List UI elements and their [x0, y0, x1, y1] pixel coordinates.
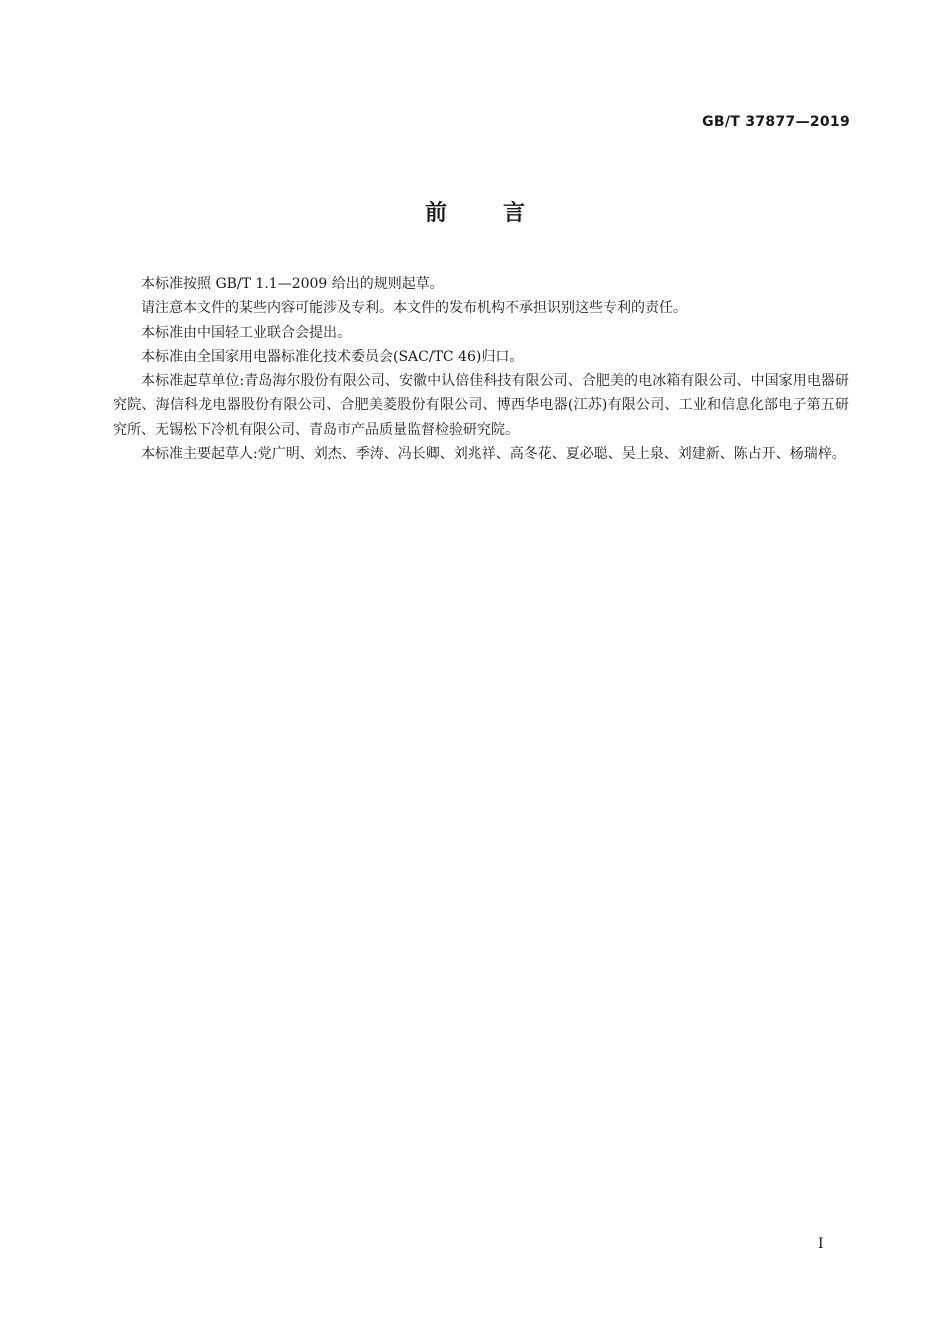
page-title: 前言 — [424, 201, 581, 226]
paragraph-main-drafters: 本标准主要起草人:党广明、刘杰、季涛、冯长卿、刘兆祥、高冬花、夏必聪、吴上泉、刘建新、陈占开、杨瑞梓。 — [141, 446, 846, 463]
preface-body — [113, 272, 849, 466]
paragraph-drafting-rules: 本标准按照 GB/T 1.1—2009 给出的规则起草。 — [141, 276, 444, 292]
paragraph-under-jurisdiction: 本标准由全国家用电器标准化技术委员会(SAC/TC 46)归口。 — [141, 348, 524, 365]
paragraph-proposed-by: 本标准由中国轻工业联合会提出。 — [141, 324, 351, 341]
paragraph-patent-notice: 请注意本文件的某些内容可能涉及专利。本文件的发布机构不承担识别这些专利的责任。 — [141, 300, 687, 317]
standard-code: GB/T 37877—2019 — [702, 114, 850, 130]
paragraph-drafting-units: 本标准起草单位:青岛海尔股份有限公司、安徽中认倍佳科技有限公司、合肥美的电冰箱有限公司、中国家用电器研究院、海信科龙电器股份有限公司、合肥美菱股份有限公司、博西华电器(江苏)有限公司、工业和信息化部电子第五研究所、无锡松下冷机有限公司、青岛市产品质量监督检验研究院。 — [113, 373, 849, 438]
page-number: I — [818, 1236, 824, 1252]
